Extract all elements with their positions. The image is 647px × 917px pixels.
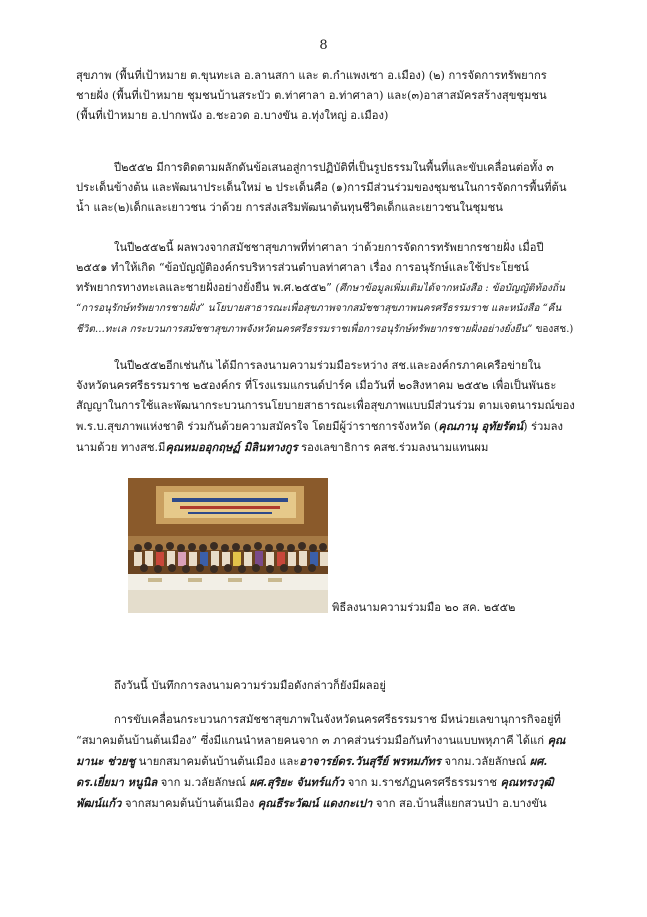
person-name: ดร.เยี่ยมา หนูนิล: [76, 775, 158, 789]
text-line: [76, 437, 566, 458]
photo-caption: พิธีลงนามความร่วมมือ ๒๐ สค. ๒๕๕๒: [332, 601, 516, 614]
reference-note: (ศึกษาข้อมูลเพิ่มเติมได้จากหนังสือ : ข้อบัญญัติท้องถิ่น: [335, 283, 565, 294]
text-span: จาก ม.วลัยลักษณ์: [157, 776, 250, 789]
person-name: คุณธีระวัฒน์ แดงกะเปา: [257, 796, 373, 810]
reference-note: ชีวิต…ทะเล กระบวนการสมัชชาสุขภาพจังหวัดนครศรีธรรมราชเพื่อการอนุรักษ์ทรัพยากรชายฝั่งอย่างยั่งยืน”: [76, 324, 533, 335]
text-line: [76, 730, 566, 751]
paragraph-4: [76, 356, 575, 458]
text-line: (พื้นที่เป้าหมาย อ.ปากพนัง อ.ชะอวด อ.บางขัน อ.ทุ่งใหญ่ อ.เมือง): [76, 109, 389, 122]
person-name: ผศ.: [529, 754, 548, 768]
text-line: ชายฝั่ง (พื้นที่เป้าหมาย ชุมชนบ้านสระบัว ต.ท่าศาลา อ.ท่าศาลา) และ(๓)อาสาสมัครสร้างสุขชุมชน: [76, 89, 547, 102]
text-line: สุขภาพ (พื้นที่เป้าหมาย ต.ขุนทะเล อ.ลานสกา และ ต.กำแพงเซา อ.เมือง) (๒) การจัดการทรัพยากร: [76, 69, 547, 82]
text-line: ถึงวันนี้ บันทึกการลงนามความร่วมมือดังกล่าวก็ยังมีผลอยู่: [114, 679, 386, 692]
text-line: สัญญาในการใช้และพัฒนากระบวนการนโยบายสาธารณะเพื่อสุขภาพแบบมีส่วนร่วม ตามเจตนารมณ์ของ: [76, 399, 575, 412]
text-span: รองเลขาธิการ คสช.ร่วมลงนามแทนผม: [297, 441, 489, 454]
text-span: พ.ร.บ.สุขภาพแห่งชาติ ร่วมกันด้วยความสมัครใจ โดยมีผู้ว่าราชการจังหวัด (: [76, 420, 439, 433]
text-line: [76, 319, 574, 340]
text-line: ในปี๒๕๕๒นี้ ผลพวงจากสมัชชาสุขภาพที่ท่าศาลา ว่าด้วยการจัดการทรัพยากรชายฝั่ง เมื่อปี: [114, 241, 544, 254]
text-span: ) ร่วมลง: [523, 420, 563, 433]
person-name: พัฒน์แก้ว: [76, 796, 122, 810]
text-span: “สมาคมต้นบ้านต้นเมือง” ซึ่งมีแกนนำหลายคนจาก ๓ ภาคส่วนร่วมมือกันทำงานแบบพหุภาคี ได้แก่: [76, 734, 548, 747]
text-line: [76, 278, 566, 299]
paragraph-2: [76, 158, 566, 218]
text-span: จากม.วลัยลักษณ์: [440, 755, 530, 768]
deputy-name: คุณหมออุกฤษฏ์ มิลินทางกูร: [165, 440, 298, 454]
text-span: นายกสมาคมต้นบ้านต้นเมือง และ: [135, 755, 300, 768]
person-name: คุณ: [547, 733, 566, 747]
regulation-title: ทรัพยากรทางทะเลและชายฝั่งอย่างยั่งยืน พ.ศ.๒๕๕๒”: [76, 281, 336, 294]
text-line: ประเด็นข้างต้น และพัฒนาประเด็นใหม่ ๒ ประเด็นคือ (๑)การมีส่วนร่วมของชุมชนในการจัดการพื้นที่ต้น: [76, 181, 567, 194]
page-number: 8: [319, 38, 328, 53]
paragraph-5: [76, 676, 566, 696]
text-line: การขับเคลื่อนกระบวนการสมัชชาสุขภาพในจังหวัดนครศรีธรรมราช มีหน่วยเลขานุการกิจอยู่ที่: [114, 713, 561, 726]
reference-source: ของสช.): [532, 324, 574, 335]
person-name: อาจารย์ดร.วันสุรีย์ พรหมภัทร: [299, 754, 441, 768]
text-span: จาก ม.ราชภัฏนครศรีธรรมราช: [344, 776, 501, 789]
signing-ceremony-photo: [128, 478, 328, 613]
text-line: ปี๒๕๕๒ มีการติดตามผลักดันข้อเสนอสู่การปฏิบัติที่เป็นรูปธรรมในพื้นที่และขับเคลื่อนต่อทั้ง ๓: [114, 161, 554, 174]
text-line: [76, 416, 566, 437]
text-span: นามด้วย ทางสช.มี: [76, 441, 166, 454]
person-name: คุณทรงวุฒิ: [500, 775, 554, 789]
text-line: ในปี๒๕๕๒อีกเช่นกัน ได้มีการลงนามความร่วมมือระหว่าง สช.และองค์กรภาคเครือข่ายใน: [114, 359, 541, 372]
text-line: [76, 793, 566, 814]
person-name: มานะ ช่วยชู: [76, 754, 136, 768]
text-line: ๒๕๕๑ ทำให้เกิด “ข้อบัญญัติองค์กรบริหารส่วนตำบลท่าศาลา เรื่อง การอนุรักษ์และใช้ประโยชน์: [76, 261, 529, 274]
paragraph-6: [76, 710, 566, 814]
text-span: จากสมาคมต้นบ้านต้นเมือง: [121, 797, 258, 810]
text-span: จาก สอ.บ้านสี่แยกสวนป่า อ.บางขัน: [372, 797, 547, 810]
text-line: น้ำ และ(๒)เด็กและเยาวชน ว่าด้วย การส่งเสริมพัฒนาต้นทุนชีวิตเด็กและเยาวชนในชุมชน: [76, 201, 503, 214]
governor-name: คุณภานุ อุทัยรัตน์: [438, 419, 524, 433]
text-line: [76, 772, 566, 793]
paragraph-1: [76, 66, 566, 126]
paragraph-3: [76, 238, 574, 340]
reference-note: “การอนุรักษ์ทรัพยากรชายฝั่ง” นโยบายสาธารณะเพื่อสุขภาพจากสมัชชาสุขภาพนครศรีธรรมราช และหนังสือ “คืน: [76, 303, 562, 314]
person-name: ผศ.สุริยะ จันทร์แก้ว: [249, 775, 345, 789]
text-line: จังหวัดนครศรีธรรมราช ๒๕องค์กร ที่โรงแรมแกรนด์ปาร์ค เมื่อวันที่ ๒๐สิงหาคม ๒๕๕๒ เพื่อเป็นพันธะ: [76, 379, 557, 392]
text-line: [76, 751, 566, 772]
